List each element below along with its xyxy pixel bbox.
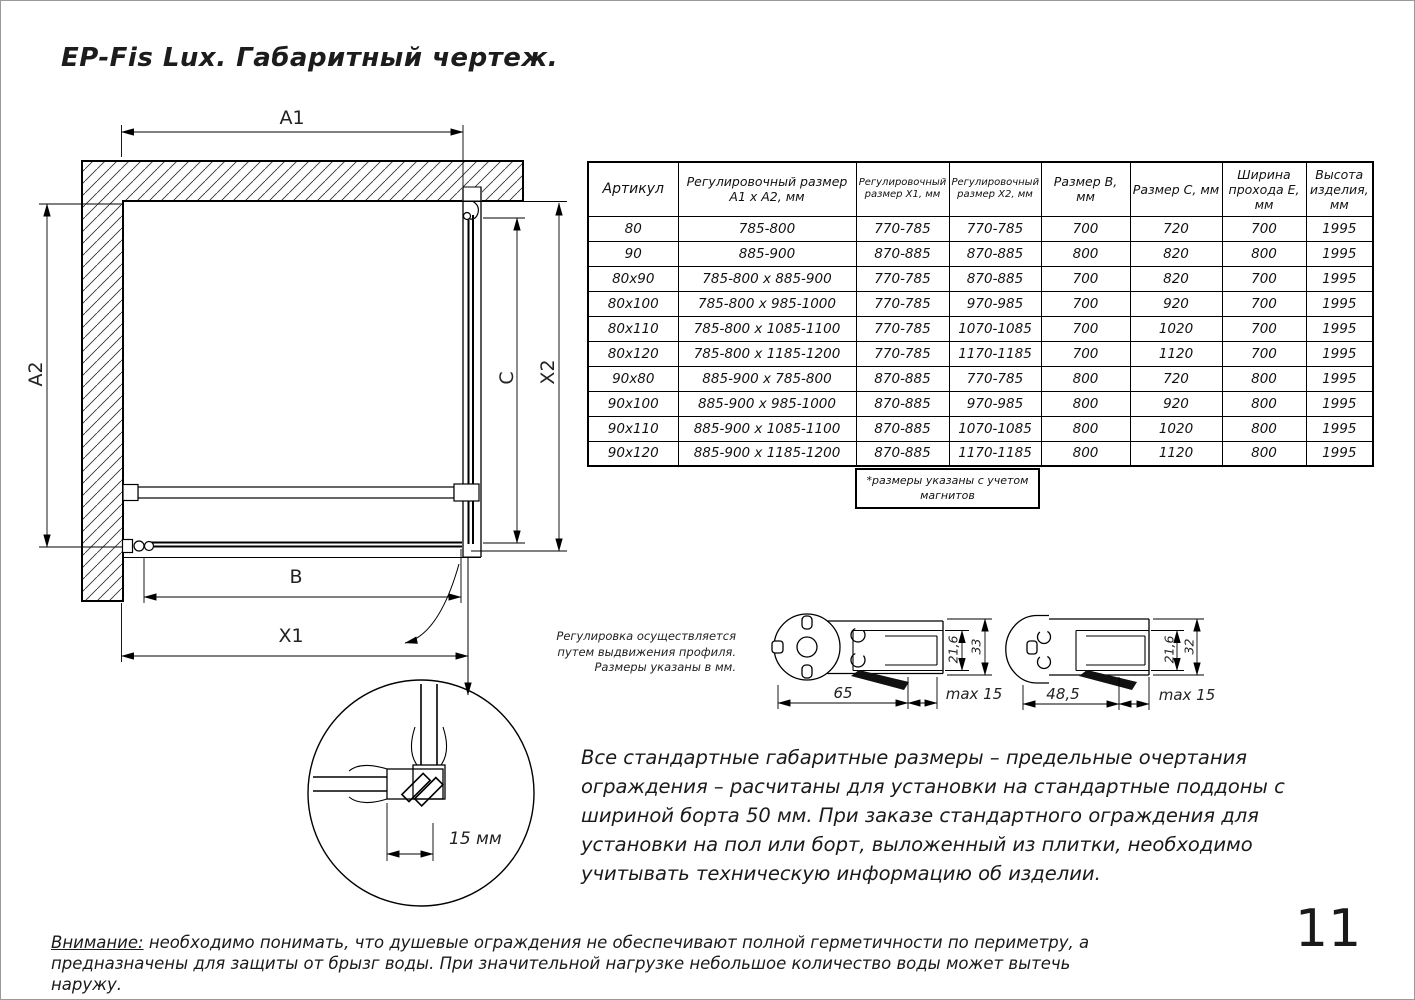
table-cell: 770-785 [949,216,1041,241]
column-header-a1a2: Регулировочный размер A1 x A2, мм [678,162,856,216]
profile2-outer-height-label: 32 [1181,638,1197,655]
profile1-inner-height-label: 21,6 [945,635,961,664]
standard-sizes-paragraph: Все стандартные габаритные размеры – предельные очертания ограждения – расчитаны для установки на стандартные поддоны с шириной борта 50 мм. При заказе стандартного ограждения для установки на пол или борт, выложенный из плитки, необходимо учитывать техническую информацию об изделии. [581,746,1285,885]
adjustment-note-line1: Регулировка осуществляется путем выдвижения профиля. [556,629,736,659]
profile1-outer-height-label: 33 [968,638,984,655]
table-row [588,391,1373,416]
table-cell: 1070-1085 [949,416,1041,441]
table-cell: 800 [1041,366,1130,391]
table-cell: 820 [1130,241,1222,266]
dim-label-x2: X2 [537,359,559,385]
table-cell: 870-885 [856,241,949,266]
dim-label-a1: A1 [279,107,305,129]
column-header-height: Высота изделия, мм [1306,162,1373,216]
table-row [588,341,1373,366]
support-bar [123,484,479,501]
profile2-width-label: 48,5 [1046,685,1080,703]
page-number: 11 [1295,899,1362,959]
table-cell: 770-785 [856,216,949,241]
table-cell: 800 [1222,391,1306,416]
table-row [588,366,1373,391]
table-cell: 870-885 [949,266,1041,291]
table-cell: 785-800 x 1185-1200 [678,341,856,366]
table-cell: 700 [1041,341,1130,366]
table-cell: 720 [1130,366,1222,391]
table-cell: 800 [1041,391,1130,416]
table-cell: 80x120 [588,341,678,366]
dim-label-a2: A2 [25,361,47,387]
detail-dim-label: 15 мм [449,829,502,849]
table-cell: 920 [1130,391,1222,416]
table-row [588,316,1373,341]
table-cell: 80x90 [588,266,678,291]
column-header-x2: Регулировочный размер X2, мм [949,162,1041,216]
table-cell: 90x120 [588,441,678,466]
column-header-e: Ширина прохода E, мм [1222,162,1306,216]
warning-label: Внимание: [51,933,144,952]
wall-section [82,161,523,601]
table-cell: 1995 [1306,441,1373,466]
column-header-c: Размер C, мм [1130,162,1222,216]
warning-note [51,932,1096,995]
table-cell: 1170-1185 [949,341,1041,366]
table-cell: 80x100 [588,291,678,316]
table-cell: 1995 [1306,291,1373,316]
table-cell: 1120 [1130,341,1222,366]
table-cell: 1995 [1306,241,1373,266]
table-cell: 800 [1041,241,1130,266]
table-cell: 90x80 [588,366,678,391]
table-row [588,441,1373,466]
adjustment-note [554,629,736,676]
table-cell: 700 [1041,266,1130,291]
table-cell: 920 [1130,291,1222,316]
table-cell: 800 [1222,416,1306,441]
table-cell: 885-900 x 785-800 [678,366,856,391]
dim-label-b: B [289,566,303,588]
table-cell: 800 [1041,441,1130,466]
table-cell: 870-885 [856,441,949,466]
table-footnote: *размеры указаны с учетом магнитов [855,468,1040,509]
column-header-b: Размер B, мм [1041,162,1130,216]
table-cell: 1995 [1306,266,1373,291]
table-cell: 870-885 [856,366,949,391]
table-cell: 700 [1222,316,1306,341]
door-swing-arc [405,564,459,643]
table-cell: 700 [1041,291,1130,316]
table-row [588,216,1373,241]
table-cell: 700 [1222,216,1306,241]
table-cell: 700 [1222,291,1306,316]
table-cell: 1070-1085 [949,316,1041,341]
table-row [588,416,1373,441]
table-cell: 770-785 [856,291,949,316]
table-cell: 700 [1222,341,1306,366]
table-cell: 1995 [1306,216,1373,241]
table-cell: 700 [1041,316,1130,341]
table-cell: 785-800 x 985-1000 [678,291,856,316]
table-cell: 90x110 [588,416,678,441]
table-cell: 970-985 [949,391,1041,416]
table-cell: 800 [1222,241,1306,266]
table-cell: 80 [588,216,678,241]
size-table [587,161,1374,467]
table-cell: 1995 [1306,316,1373,341]
table-cell: 700 [1222,266,1306,291]
size-table-body [588,216,1373,466]
table-cell: 1995 [1306,341,1373,366]
detail-view [308,680,534,906]
profile1-width-label: 65 [833,684,853,702]
table-cell: 770-785 [949,366,1041,391]
table-cell: 885-900 x 1085-1100 [678,416,856,441]
table-cell: 800 [1222,441,1306,466]
dim-label-c: C [496,371,518,385]
table-cell: 785-800 x 1085-1100 [678,316,856,341]
profile2-extension-label: max 15 [1158,686,1216,704]
profile1-extension-label: max 15 [945,685,1003,703]
table-cell: 800 [1041,416,1130,441]
table-cell: 870-885 [856,391,949,416]
table-cell: 800 [1222,366,1306,391]
table-row [588,241,1373,266]
table-cell: 80x110 [588,316,678,341]
table-row [588,291,1373,316]
table-cell: 720 [1130,216,1222,241]
table-cell: 700 [1041,216,1130,241]
dim-label-x1: X1 [278,625,304,647]
table-cell: 1995 [1306,391,1373,416]
profile2-inner-height-label: 21,6 [1161,635,1177,664]
table-cell: 1020 [1130,316,1222,341]
table-cell: 770-785 [856,266,949,291]
table-cell: 1170-1185 [949,441,1041,466]
table-cell: 1120 [1130,441,1222,466]
table-cell: 1020 [1130,416,1222,441]
table-header-row [588,162,1373,216]
table-cell: 970-985 [949,291,1041,316]
table-cell: 785-800 x 885-900 [678,266,856,291]
warning-text: необходимо понимать, что душевые ограждения не обеспечивают полной герметичности по периметру, а предназначены для защиты от брызг воды. При значительной нагрузке небольшое количество воды может вытечь наружу. [51,933,1090,994]
page-title: EP-Fis Lux. Габаритный чертеж. [61,43,559,73]
table-cell: 885-900 x 1185-1200 [678,441,856,466]
table-row [588,266,1373,291]
table-cell: 870-885 [856,416,949,441]
table-cell: 1995 [1306,366,1373,391]
table-cell: 90x100 [588,391,678,416]
table-cell: 870-885 [949,241,1041,266]
table-cell: 770-785 [856,316,949,341]
column-header-x1: Регулировочный размер X1, мм [856,162,949,216]
table-cell: 770-785 [856,341,949,366]
column-header-articul: Артикул [588,162,678,216]
table-cell: 1995 [1306,416,1373,441]
table-cell: 785-800 [678,216,856,241]
table-cell: 820 [1130,266,1222,291]
door-panel [122,540,481,558]
adjustment-note-line2: Размеры указаны в мм. [594,660,736,675]
table-cell: 885-900 x 985-1000 [678,391,856,416]
table-cell: 885-900 [678,241,856,266]
table-cell: 90 [588,241,678,266]
